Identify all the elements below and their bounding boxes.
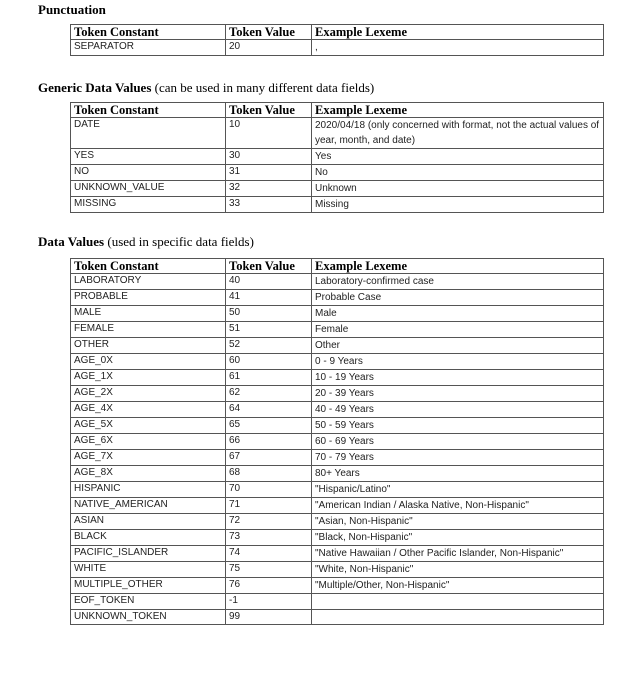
generic-table: [70, 102, 604, 213]
table-cell: 50 - 59 Years: [312, 418, 604, 434]
table-cell: 33: [226, 197, 312, 213]
table-cell: Other: [312, 338, 604, 354]
table-cell: 68: [226, 466, 312, 482]
table-cell: MISSING: [71, 197, 226, 213]
table-cell: 73: [226, 530, 312, 546]
table-cell: UNKNOWN_TOKEN: [71, 609, 226, 625]
table-cell: UNKNOWN_VALUE: [71, 181, 226, 197]
table-cell: AGE_7X: [71, 450, 226, 466]
table-cell: 10: [226, 118, 312, 149]
table-cell: AGE_6X: [71, 434, 226, 450]
data-values-table: [70, 258, 604, 625]
table-cell: 70: [226, 482, 312, 498]
table-cell: "Native Hawaiian / Other Pacific Islander, Non-Hispanic": [312, 546, 604, 562]
table-cell: AGE_5X: [71, 418, 226, 434]
table-cell: 76: [226, 578, 312, 594]
table-row: [71, 578, 604, 594]
table-header-row: [71, 259, 604, 274]
table-cell: 30: [226, 149, 312, 165]
table-cell: -1: [226, 594, 312, 610]
table-cell: Yes: [312, 149, 604, 165]
generic-heading: Generic Data Values (can be used in many different data fields): [38, 80, 375, 95]
punctuation-table: [70, 24, 604, 56]
table-cell: Female: [312, 322, 604, 338]
table-cell: Probable Case: [312, 290, 604, 306]
table-row: [71, 338, 604, 354]
table-cell: 41: [226, 290, 312, 306]
table-cell: PROBABLE: [71, 290, 226, 306]
table-row: [71, 594, 604, 610]
table-row: [71, 181, 604, 197]
table-row: [71, 274, 604, 290]
table-row: [71, 402, 604, 418]
table-cell: AGE_8X: [71, 466, 226, 482]
table-row: [71, 165, 604, 181]
table-cell: AGE_1X: [71, 370, 226, 386]
table-cell: 70 - 79 Years: [312, 450, 604, 466]
table-cell: EOF_TOKEN: [71, 594, 226, 610]
table-cell: SEPARATOR: [71, 40, 226, 56]
table-row: [71, 418, 604, 434]
column-header: Token Constant: [71, 25, 226, 40]
table-cell: AGE_0X: [71, 354, 226, 370]
column-header: Example Lexeme: [312, 25, 604, 40]
table-row: [71, 466, 604, 482]
table-cell: [312, 594, 604, 610]
table-cell: MALE: [71, 306, 226, 322]
table-cell: "White, Non-Hispanic": [312, 562, 604, 578]
table-row: [71, 197, 604, 213]
table-row: [71, 562, 604, 578]
table-cell: "Black, Non-Hispanic": [312, 530, 604, 546]
generic-subtitle: (can be used in many different data fields): [154, 80, 375, 95]
data-values-subtitle: (used in specific data fields): [107, 234, 254, 249]
punctuation-heading: Punctuation: [38, 2, 106, 17]
table-cell: LABORATORY: [71, 274, 226, 290]
table-cell: 61: [226, 370, 312, 386]
column-header: Token Constant: [71, 259, 226, 274]
table-header-row: [71, 103, 604, 118]
table-cell: HISPANIC: [71, 482, 226, 498]
column-header: Token Constant: [71, 103, 226, 118]
table-row: [71, 370, 604, 386]
table-cell: WHITE: [71, 562, 226, 578]
table-cell: YES: [71, 149, 226, 165]
table-cell: NO: [71, 165, 226, 181]
table-row: [71, 306, 604, 322]
table-cell: 65: [226, 418, 312, 434]
table-cell: 40 - 49 Years: [312, 402, 604, 418]
table-cell: 0 - 9 Years: [312, 354, 604, 370]
table-cell: 80+ Years: [312, 466, 604, 482]
table-cell: OTHER: [71, 338, 226, 354]
table-cell: Male: [312, 306, 604, 322]
table-cell: 40: [226, 274, 312, 290]
table-cell: 71: [226, 498, 312, 514]
table-cell: Laboratory-confirmed case: [312, 274, 604, 290]
table-row: [71, 322, 604, 338]
column-header: Example Lexeme: [312, 103, 604, 118]
table-row: [71, 149, 604, 165]
table-row: [71, 609, 604, 625]
table-cell: 75: [226, 562, 312, 578]
column-header: Token Value: [226, 259, 312, 274]
table-cell: 72: [226, 514, 312, 530]
table-cell: MULTIPLE_OTHER: [71, 578, 226, 594]
table-cell: 67: [226, 450, 312, 466]
table-cell: "Multiple/Other, Non-Hispanic": [312, 578, 604, 594]
table-cell: "Asian, Non-Hispanic": [312, 514, 604, 530]
table-cell: 20: [226, 40, 312, 56]
table-cell: ,: [312, 40, 604, 56]
table-cell: 64: [226, 402, 312, 418]
table-cell: [312, 609, 604, 625]
table-row: [71, 118, 604, 149]
table-cell: 99: [226, 609, 312, 625]
table-cell: 60: [226, 354, 312, 370]
table-cell: No: [312, 165, 604, 181]
table-cell: FEMALE: [71, 322, 226, 338]
table-row: [71, 546, 604, 562]
table-cell: ASIAN: [71, 514, 226, 530]
data-values-heading: Data Values (used in specific data fields): [38, 234, 254, 249]
table-cell: 52: [226, 338, 312, 354]
table-cell: 60 - 69 Years: [312, 434, 604, 450]
table-cell: Missing: [312, 197, 604, 213]
table-cell: "Hispanic/Latino": [312, 482, 604, 498]
table-cell: AGE_2X: [71, 386, 226, 402]
column-header: Token Value: [226, 103, 312, 118]
table-cell: 31: [226, 165, 312, 181]
table-cell: 2020/04/18 (only concerned with format, not the actual values of year, month, and date): [312, 118, 604, 149]
table-cell: BLACK: [71, 530, 226, 546]
table-cell: 51: [226, 322, 312, 338]
column-header: Token Value: [226, 25, 312, 40]
table-row: [71, 386, 604, 402]
table-cell: 62: [226, 386, 312, 402]
table-row: [71, 482, 604, 498]
table-cell: 66: [226, 434, 312, 450]
table-row: [71, 450, 604, 466]
table-cell: Unknown: [312, 181, 604, 197]
table-cell: 32: [226, 181, 312, 197]
table-row: [71, 530, 604, 546]
table-row: [71, 434, 604, 450]
column-header: Example Lexeme: [312, 259, 604, 274]
table-header-row: [71, 25, 604, 40]
table-row: [71, 514, 604, 530]
table-cell: "American Indian / Alaska Native, Non-Hispanic": [312, 498, 604, 514]
table-row: [71, 354, 604, 370]
table-cell: AGE_4X: [71, 402, 226, 418]
table-row: [71, 290, 604, 306]
table-cell: NATIVE_AMERICAN: [71, 498, 226, 514]
table-cell: 20 - 39 Years: [312, 386, 604, 402]
table-cell: 50: [226, 306, 312, 322]
table-row: [71, 498, 604, 514]
table-cell: DATE: [71, 118, 226, 149]
table-cell: 74: [226, 546, 312, 562]
table-cell: 10 - 19 Years: [312, 370, 604, 386]
table-cell: PACIFIC_ISLANDER: [71, 546, 226, 562]
table-row: [71, 40, 604, 56]
